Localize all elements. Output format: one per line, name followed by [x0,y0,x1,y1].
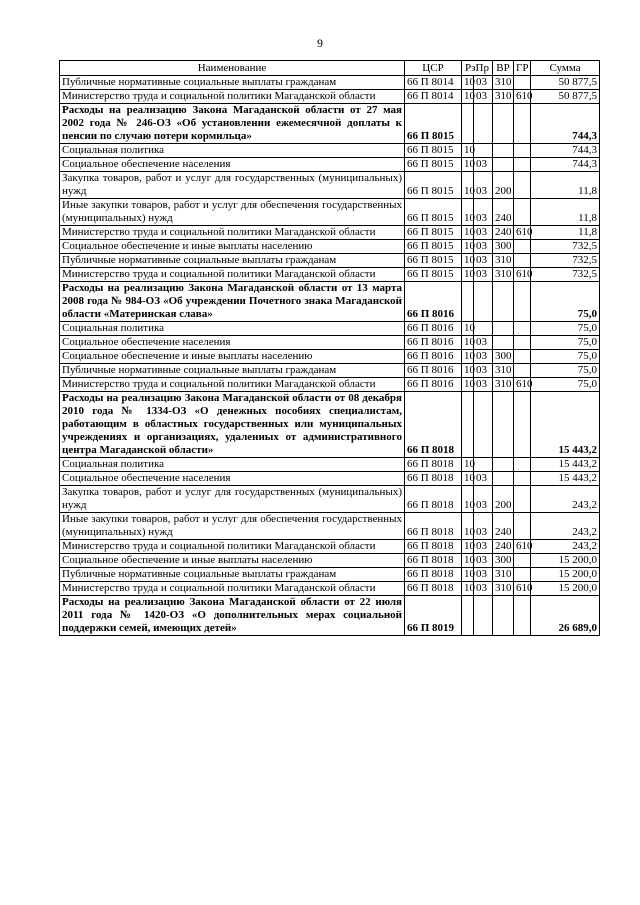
cell-pr [474,144,493,158]
table-row [60,104,600,144]
cell-sum: 243,2 [531,486,600,513]
cell-pr: 03 [474,582,493,596]
cell-sum: 744,3 [531,144,600,158]
cell-csr: 66 П 8016 [405,322,462,336]
cell-rz [462,104,474,144]
cell-sum: 11,8 [531,172,600,199]
cell-rz: 10 [462,199,474,226]
cell-sum: 75,0 [531,282,600,322]
cell-sum: 15 200,0 [531,554,600,568]
cell-pr: 03 [474,240,493,254]
cell-rz: 10 [462,268,474,282]
cell-gr: 610 [514,226,531,240]
cell-gr: 610 [514,268,531,282]
cell-sum: 11,8 [531,199,600,226]
cell-sum: 732,5 [531,268,600,282]
cell-pr: 03 [474,554,493,568]
cell-sum: 243,2 [531,540,600,554]
header-gr: ГР [514,61,531,76]
cell-gr [514,76,531,90]
header-csr: ЦСР [405,61,462,76]
cell-vr: 310 [493,568,514,582]
cell-csr: 66 П 8015 [405,144,462,158]
cell-gr [514,336,531,350]
cell-vr: 300 [493,350,514,364]
cell-sum: 15 443,2 [531,458,600,472]
cell-pr: 03 [474,350,493,364]
cell-gr [514,596,531,636]
cell-gr: 610 [514,582,531,596]
cell-rz [462,392,474,458]
cell-pr: 03 [474,254,493,268]
cell-pr: 03 [474,172,493,199]
cell-vr: 310 [493,76,514,90]
cell-csr: 66 П 8018 [405,392,462,458]
cell-name: Публичные нормативные социальные выплаты гражданам [60,76,405,90]
cell-rz: 10 [462,336,474,350]
cell-vr: 240 [493,540,514,554]
cell-pr: 03 [474,486,493,513]
cell-name: Публичные нормативные социальные выплаты гражданам [60,568,405,582]
cell-sum: 75,0 [531,350,600,364]
cell-csr: 66 П 8014 [405,90,462,104]
cell-csr: 66 П 8016 [405,336,462,350]
cell-name: Социальная политика [60,322,405,336]
cell-pr: 03 [474,158,493,172]
cell-csr: 66 П 8018 [405,458,462,472]
cell-pr: 03 [474,76,493,90]
cell-gr [514,392,531,458]
cell-gr [514,158,531,172]
cell-csr: 66 П 8015 [405,268,462,282]
table-row [60,596,600,636]
cell-csr: 66 П 8014 [405,76,462,90]
cell-rz: 10 [462,554,474,568]
cell-csr: 66 П 8018 [405,568,462,582]
cell-pr: 03 [474,513,493,540]
cell-rz: 10 [462,472,474,486]
cell-gr: 610 [514,540,531,554]
table-row [60,226,600,240]
cell-rz: 10 [462,254,474,268]
cell-csr: 66 П 8015 [405,199,462,226]
table-row [60,392,600,458]
cell-vr: 310 [493,582,514,596]
table-row [60,540,600,554]
cell-pr [474,282,493,322]
cell-name: Социальное обеспечение населения [60,472,405,486]
cell-vr: 300 [493,554,514,568]
cell-csr: 66 П 8016 [405,364,462,378]
table-row [60,172,600,199]
cell-gr [514,172,531,199]
table-row [60,240,600,254]
cell-gr [514,322,531,336]
cell-name: Публичные нормативные социальные выплаты гражданам [60,364,405,378]
cell-vr [493,392,514,458]
cell-sum: 243,2 [531,513,600,540]
table-row [60,322,600,336]
cell-vr: 310 [493,364,514,378]
cell-csr: 66 П 8015 [405,104,462,144]
table-row [60,472,600,486]
header-vr: ВР [493,61,514,76]
cell-name: Социальное обеспечение и иные выплаты населению [60,240,405,254]
cell-rz: 10 [462,486,474,513]
cell-csr: 66 П 8016 [405,350,462,364]
cell-name: Иные закупки товаров, работ и услуг для обеспечения государственных (муниципальных) нужд [60,199,405,226]
cell-name: Социальное обеспечение населения [60,158,405,172]
cell-csr: 66 П 8018 [405,540,462,554]
header-sum: Сумма [531,61,600,76]
cell-pr [474,392,493,458]
cell-gr [514,350,531,364]
table-row [60,364,600,378]
cell-vr: 240 [493,199,514,226]
cell-name: Социальная политика [60,144,405,158]
cell-name: Министерство труда и социальной политики Магаданской области [60,540,405,554]
table-row [60,76,600,90]
table-row [60,378,600,392]
cell-vr [493,158,514,172]
cell-csr: 66 П 8015 [405,240,462,254]
cell-sum: 75,0 [531,322,600,336]
table-row [60,568,600,582]
cell-vr: 310 [493,378,514,392]
cell-sum: 15 200,0 [531,568,600,582]
cell-vr [493,104,514,144]
cell-pr: 03 [474,364,493,378]
cell-name: Министерство труда и социальной политики Магаданской области [60,582,405,596]
cell-sum: 75,0 [531,364,600,378]
cell-name: Закупка товаров, работ и услуг для государственных (муниципальных) нужд [60,172,405,199]
cell-pr: 03 [474,472,493,486]
table-row [60,350,600,364]
table-row [60,486,600,513]
cell-sum: 15 443,2 [531,392,600,458]
cell-sum: 26 689,0 [531,596,600,636]
cell-rz [462,596,474,636]
cell-sum: 75,0 [531,378,600,392]
cell-gr: 610 [514,90,531,104]
cell-name: Расходы на реализацию Закона Магаданской области от 13 марта 2008 года № 984-ОЗ «Об учреждении Почетного знака Магаданской области «Материнская слава» [60,282,405,322]
cell-rz: 10 [462,76,474,90]
cell-csr: 66 П 8019 [405,596,462,636]
page-number: 9 [317,36,323,50]
cell-gr [514,104,531,144]
cell-gr [514,364,531,378]
cell-sum: 15 443,2 [531,472,600,486]
cell-name: Социальное обеспечение и иные выплаты населению [60,554,405,568]
cell-sum: 50 877,5 [531,76,600,90]
cell-gr [514,486,531,513]
cell-rz: 10 [462,226,474,240]
cell-csr: 66 П 8018 [405,513,462,540]
cell-vr [493,282,514,322]
cell-pr [474,104,493,144]
table-row [60,144,600,158]
cell-vr: 310 [493,254,514,268]
cell-name: Публичные нормативные социальные выплаты гражданам [60,254,405,268]
cell-rz: 10 [462,540,474,554]
cell-csr: 66 П 8018 [405,486,462,513]
cell-csr: 66 П 8015 [405,158,462,172]
cell-pr: 03 [474,199,493,226]
cell-rz: 10 [462,513,474,540]
cell-vr: 310 [493,268,514,282]
cell-pr [474,596,493,636]
cell-rz: 10 [462,158,474,172]
cell-vr: 240 [493,513,514,540]
cell-pr: 03 [474,90,493,104]
cell-rz: 10 [462,350,474,364]
cell-pr: 03 [474,568,493,582]
table-row [60,336,600,350]
cell-name: Расходы на реализацию Закона Магаданской области от 22 июля 2011 года № 1420-ОЗ «О дополнительных мерах социальной поддержки семей, имеющих детей» [60,596,405,636]
cell-sum: 75,0 [531,336,600,350]
table-row [60,90,600,104]
cell-vr [493,472,514,486]
cell-pr: 03 [474,226,493,240]
cell-name: Министерство труда и социальной политики Магаданской области [60,226,405,240]
cell-sum: 11,8 [531,226,600,240]
cell-pr: 03 [474,540,493,554]
cell-pr [474,322,493,336]
cell-gr [514,513,531,540]
cell-rz: 10 [462,568,474,582]
cell-csr: 66 П 8018 [405,554,462,568]
cell-sum: 744,3 [531,104,600,144]
cell-pr: 03 [474,336,493,350]
cell-rz: 10 [462,172,474,199]
cell-rz: 10 [462,458,474,472]
cell-csr: 66 П 8015 [405,254,462,268]
cell-gr [514,254,531,268]
cell-rz: 10 [462,240,474,254]
cell-rz: 10 [462,144,474,158]
cell-vr: 300 [493,240,514,254]
cell-rz: 10 [462,378,474,392]
cell-vr [493,322,514,336]
cell-vr [493,336,514,350]
cell-csr: 66 П 8016 [405,378,462,392]
cell-sum: 732,5 [531,254,600,268]
cell-pr: 03 [474,378,493,392]
cell-csr: 66 П 8016 [405,282,462,322]
cell-name: Социальное обеспечение населения [60,336,405,350]
cell-name: Министерство труда и социальной политики Магаданской области [60,378,405,392]
cell-name: Министерство труда и социальной политики Магаданской области [60,268,405,282]
table-row [60,158,600,172]
cell-sum: 50 877,5 [531,90,600,104]
cell-vr: 200 [493,486,514,513]
table-row [60,554,600,568]
cell-rz: 10 [462,322,474,336]
table-row [60,458,600,472]
cell-name: Социальное обеспечение и иные выплаты населению [60,350,405,364]
table-row [60,254,600,268]
cell-gr [514,199,531,226]
cell-csr: 66 П 8015 [405,226,462,240]
cell-gr: 610 [514,378,531,392]
cell-vr [493,458,514,472]
cell-vr: 240 [493,226,514,240]
cell-sum: 15 200,0 [531,582,600,596]
cell-csr: 66 П 8018 [405,582,462,596]
cell-rz [462,282,474,322]
table-header-row [60,61,600,76]
cell-vr [493,596,514,636]
cell-sum: 744,3 [531,158,600,172]
cell-name: Иные закупки товаров, работ и услуг для обеспечения государственных (муниципальных) нужд [60,513,405,540]
cell-gr [514,472,531,486]
cell-name: Закупка товаров, работ и услуг для государственных (муниципальных) нужд [60,486,405,513]
cell-name: Министерство труда и социальной политики Магаданской области [60,90,405,104]
cell-rz: 10 [462,582,474,596]
table-row [60,268,600,282]
cell-sum: 732,5 [531,240,600,254]
cell-rz: 10 [462,90,474,104]
budget-table [59,60,600,636]
header-name: Наименование [60,61,405,76]
cell-gr [514,240,531,254]
header-rzpr: РзПр [462,61,493,76]
cell-name: Расходы на реализацию Закона Магаданской области от 27 мая 2002 года № 246-ОЗ «Об установлении ежемесячной доплаты к пенсии по случаю потери кормильца» [60,104,405,144]
cell-gr [514,144,531,158]
table-row [60,282,600,322]
table-row [60,582,600,596]
cell-rz: 10 [462,364,474,378]
cell-csr: 66 П 8015 [405,172,462,199]
table-row [60,513,600,540]
cell-vr: 200 [493,172,514,199]
table-row [60,199,600,226]
cell-pr [474,458,493,472]
cell-vr: 310 [493,90,514,104]
cell-vr [493,144,514,158]
cell-csr: 66 П 8018 [405,472,462,486]
cell-gr [514,282,531,322]
cell-name: Расходы на реализацию Закона Магаданской области от 08 декабря 2010 года № 1334-ОЗ «О денежных пособиях специалистам, работающим в областных государственных или муниципальных учреждениях и организациях, удаленных от административного центра Магаданской области» [60,392,405,458]
cell-name: Социальная политика [60,458,405,472]
cell-pr: 03 [474,268,493,282]
cell-gr [514,458,531,472]
cell-gr [514,568,531,582]
cell-gr [514,554,531,568]
